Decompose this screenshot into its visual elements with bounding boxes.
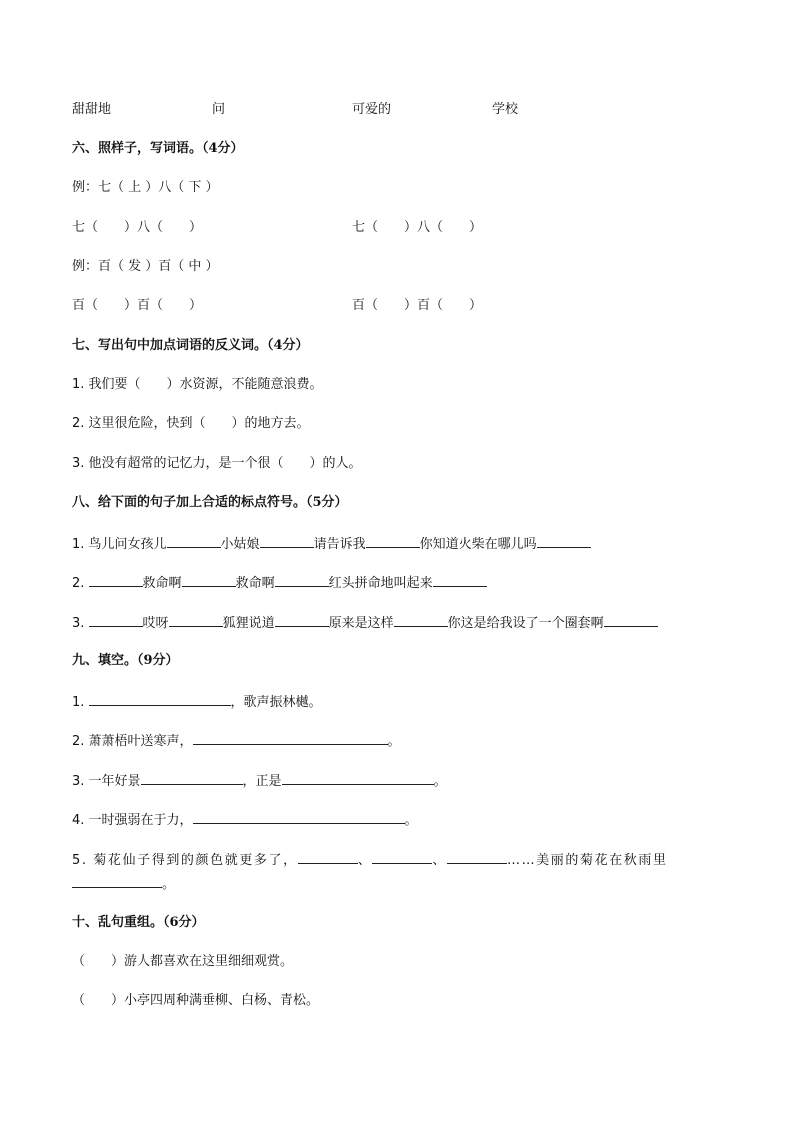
answer-blank[interactable] [141, 771, 243, 785]
s6-example-2: 例：百（ 发 ）百（ 中 ） [72, 259, 219, 274]
answer-blank[interactable] [433, 573, 487, 587]
s9-item-3 [72, 771, 447, 791]
s8-i3-text-2: 哎呀 [142, 616, 169, 631]
answer-blank[interactable] [72, 874, 162, 888]
s7-item-1: 1. 我们要（ ）水资源，不能随意浪费。 [72, 377, 323, 392]
s9-i5-text-2: 、 [357, 853, 373, 868]
s8-item-2 [72, 573, 487, 593]
s8-item-3 [72, 613, 658, 633]
answer-blank[interactable] [282, 771, 434, 785]
s8-i1-text-3: 请告诉我 [313, 537, 366, 552]
s8-item-1 [72, 534, 591, 554]
answer-blank[interactable] [260, 534, 314, 548]
word-row [72, 101, 732, 119]
answer-blank[interactable] [167, 534, 221, 548]
s7-item-2: 2. 这里很危险，快到（ ）的地方去。 [72, 416, 310, 431]
section-6-heading: 六、照样子，写词语。（4分） [72, 141, 244, 156]
word-4: 学校 [492, 102, 519, 117]
s10-item-2: （ ）小亭四周种满垂柳、白杨、青松。 [72, 993, 320, 1008]
s9-i4-text-2: 。 [404, 813, 418, 828]
answer-blank[interactable] [182, 573, 236, 587]
answer-blank[interactable] [298, 850, 358, 864]
s6-row-2 [72, 297, 572, 315]
answer-blank[interactable] [447, 850, 507, 864]
s6-row1-left: 七（ ）八（ ） [72, 220, 203, 235]
s9-i3-text-3: 。 [433, 774, 447, 789]
s8-i1-text-1: 1. 鸟儿问女孩儿 [72, 537, 167, 552]
s8-i2-text-3: 救命啊 [235, 576, 275, 591]
s6-row2-left: 百（ ）百（ ） [72, 298, 203, 313]
s9-item-5-continued [72, 874, 175, 894]
s9-i1-text-2: ，歌声振林樾。 [230, 695, 322, 710]
word-2: 问 [212, 102, 226, 117]
answer-blank[interactable] [89, 613, 143, 627]
s9-i5-text-3: 、 [432, 853, 447, 868]
section-10-heading: 十、乱句重组。（6分） [72, 915, 205, 930]
answer-blank[interactable] [169, 613, 223, 627]
s8-i2-text-4: 红头拼命地叫起来 [328, 576, 433, 591]
s9-i2-text-2: 。 [387, 734, 401, 749]
s8-i3-text-3: 狐狸说道 [222, 616, 275, 631]
answer-blank[interactable] [537, 534, 591, 548]
section-9-heading: 九、填空。（9分） [72, 653, 179, 668]
answer-blank[interactable] [604, 613, 658, 627]
s9-i3-text-1: 3. 一年好景 [72, 774, 141, 789]
answer-blank[interactable] [89, 573, 143, 587]
s9-item-2 [72, 731, 401, 751]
s7-item-3: 3. 他没有超常的记忆力，是一个很（ ）的人。 [72, 456, 362, 471]
s9-i5-text-1: 5. 菊花仙子得到的颜色就更多了， [72, 853, 298, 868]
section-7-heading: 七、写出句中加点词语的反义词。（4分） [72, 338, 309, 353]
answer-blank[interactable] [275, 573, 329, 587]
word-3: 可爱的 [352, 102, 392, 117]
s9-i5b-text: 。 [162, 877, 176, 892]
s8-i1-text-4: 你知道火柴在哪儿吗 [419, 537, 537, 552]
answer-blank[interactable] [193, 731, 388, 745]
s6-example-1: 例：七（ 上 ）八（ 下 ） [72, 180, 219, 195]
answer-blank[interactable] [372, 850, 432, 864]
s8-i2-text-2: 救命啊 [142, 576, 182, 591]
s9-i4-text-1: 4. 一时强弱在于力， [72, 813, 193, 828]
s6-row-1 [72, 219, 572, 237]
s9-item-1 [72, 692, 322, 712]
answer-blank[interactable] [275, 613, 329, 627]
s10-item-1: （ ）游人都喜欢在这里细细观赏。 [72, 954, 294, 969]
s9-i3-text-2: ，正是 [242, 774, 282, 789]
word-1: 甜甜地 [72, 102, 112, 117]
answer-blank[interactable] [193, 810, 405, 824]
s9-i2-text-1: 2. 萧萧梧叶送寒声， [72, 734, 193, 749]
s8-i3-text-4: 原来是这样 [328, 616, 394, 631]
section-8-heading: 八、给下面的句子加上合适的标点符号。（5分） [72, 495, 348, 510]
s8-i2-text-1: 2. [72, 576, 89, 591]
answer-blank[interactable] [394, 613, 448, 627]
s8-i3-text-1: 3. [72, 616, 89, 631]
s9-i1-text-1: 1. [72, 695, 89, 710]
answer-blank[interactable] [366, 534, 420, 548]
s9-item-5 [72, 850, 668, 870]
s6-row1-right: 七（ ）八（ ） [352, 220, 483, 235]
s8-i3-text-5: 你这是给我设了一个圈套啊 [447, 616, 604, 631]
s6-row2-right: 百（ ）百（ ） [352, 298, 483, 313]
s8-i1-text-2: 小姑娘 [220, 537, 260, 552]
s9-i5-text-4: ……美丽的菊花在秋雨里 [506, 853, 668, 868]
answer-blank[interactable] [89, 692, 231, 706]
s9-item-4 [72, 810, 418, 830]
